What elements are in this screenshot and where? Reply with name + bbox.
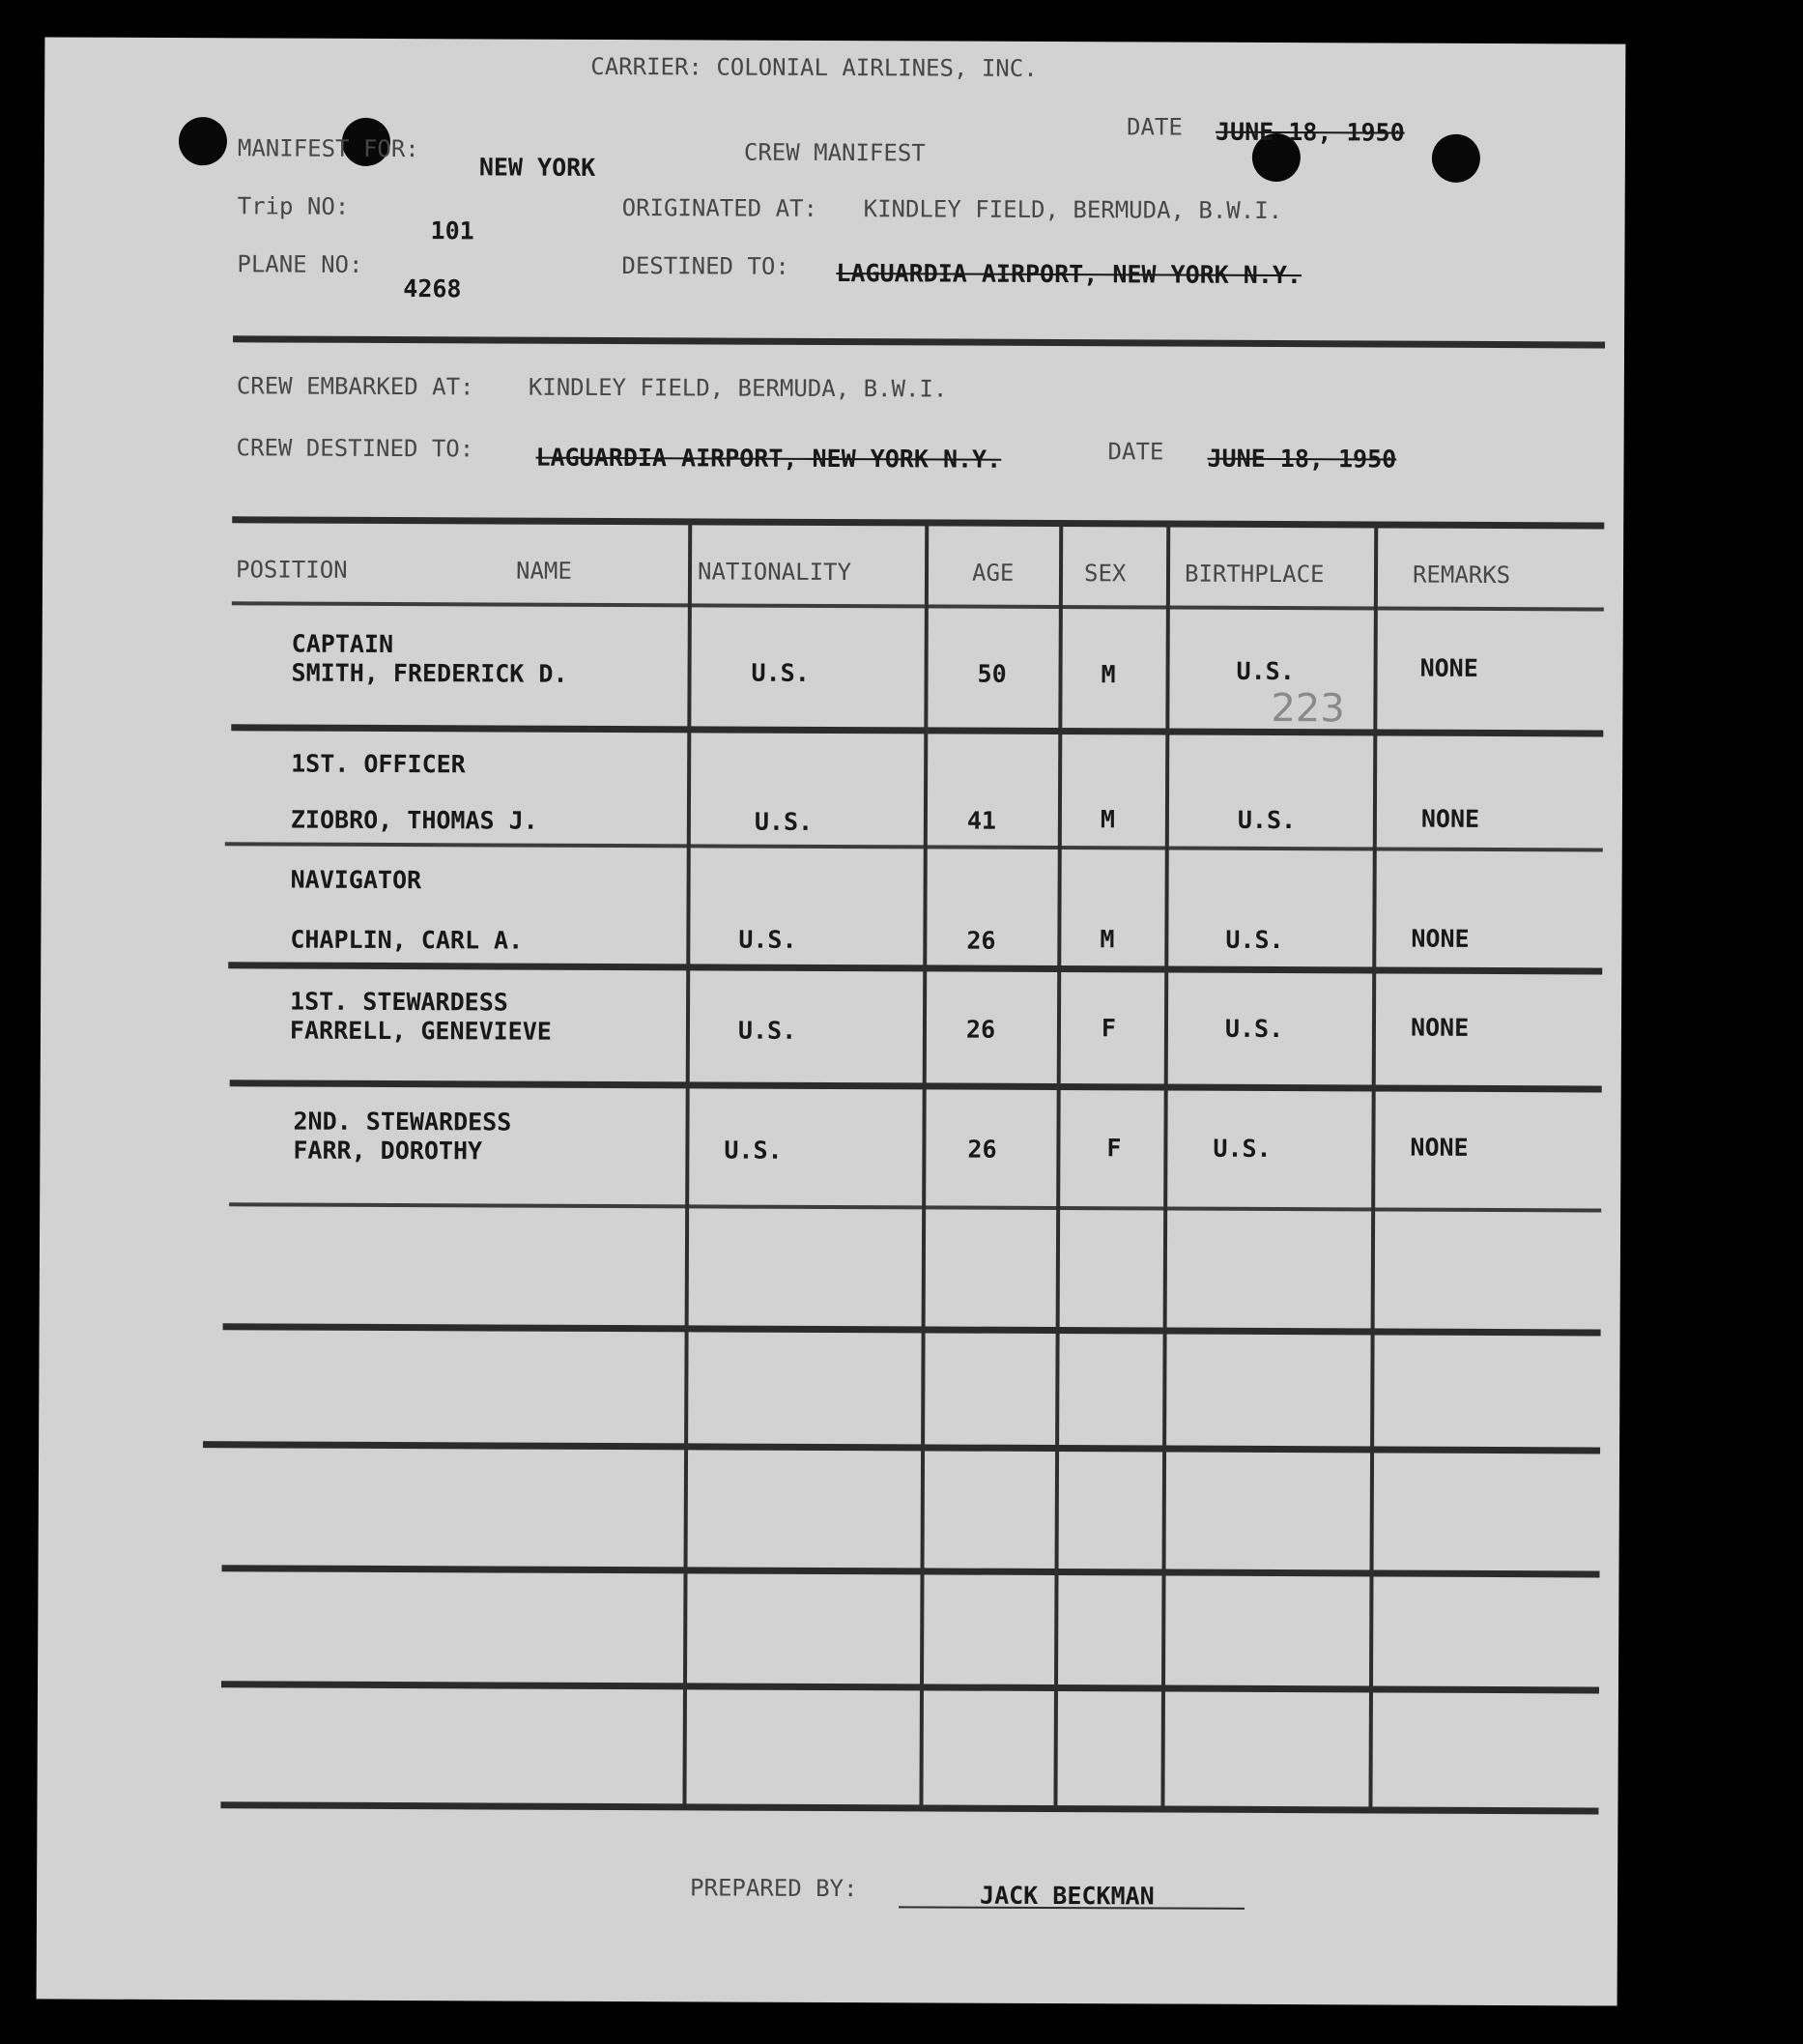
table-bottom-border xyxy=(220,1801,1598,1814)
row-nationality: U.S. xyxy=(751,658,810,687)
row-divider xyxy=(231,724,1603,736)
row-birthplace: U.S. xyxy=(1237,805,1297,835)
row-position: 2ND. STEWARDESS xyxy=(293,1107,512,1137)
row-sex: M xyxy=(1101,660,1116,689)
row-name: ZIOBRO, THOMAS J. xyxy=(290,805,538,835)
crew-destined-label: CREW DESTINED TO: xyxy=(236,434,474,463)
table-header-rule xyxy=(232,601,1604,611)
row-age: 26 xyxy=(967,1135,997,1164)
row-birthplace: U.S. xyxy=(1224,1014,1284,1044)
column-divider xyxy=(682,521,692,1806)
table-top-border xyxy=(232,516,1604,529)
row-remarks: NONE xyxy=(1419,653,1478,682)
crew-destined-value: LAGUARDIA AIRPORT, NEW YORK N.Y. xyxy=(535,443,1002,474)
row-divider xyxy=(221,1681,1599,1693)
row-position: CAPTAIN xyxy=(291,629,394,659)
header-nationality: NATIONALITY xyxy=(697,558,852,587)
row-age: 41 xyxy=(966,806,997,835)
date-label: DATE xyxy=(1126,113,1183,141)
column-divider xyxy=(1368,524,1378,1809)
header-birthplace: BIRTHPLACE xyxy=(1184,560,1325,589)
manifest-for-value: NEW YORK xyxy=(478,153,596,182)
page-title: CREW MANIFEST xyxy=(743,138,926,167)
row-position: NAVIGATOR xyxy=(290,865,422,895)
row-name: SMITH, FREDERICK D. xyxy=(291,658,568,688)
row-position: 1ST. OFFICER xyxy=(291,749,466,779)
crew-date-label: DATE xyxy=(1107,438,1164,466)
row-divider xyxy=(203,1441,1600,1454)
prepared-by-label: PREPARED BY: xyxy=(690,1874,858,1903)
header-remarks: REMARKS xyxy=(1412,561,1511,590)
row-birthplace: U.S. xyxy=(1213,1134,1272,1163)
row-remarks: NONE xyxy=(1420,804,1480,833)
row-divider xyxy=(228,962,1602,974)
row-nationality: U.S. xyxy=(737,1016,797,1045)
page-number-stamp: 223 xyxy=(1271,685,1345,732)
row-name: FARRELL, GENEVIEVE xyxy=(289,1016,552,1046)
carrier-line: CARRIER: COLONIAL AIRLINES, INC. xyxy=(590,52,1038,82)
crew-date-value: JUNE 18, 1950 xyxy=(1207,444,1397,474)
row-age: 26 xyxy=(965,1015,996,1044)
row-remarks: NONE xyxy=(1411,924,1470,953)
destined-value: LAGUARDIA AIRPORT, NEW YORK N.Y. xyxy=(836,259,1302,290)
header-name: NAME xyxy=(515,557,572,585)
row-birthplace: U.S. xyxy=(1236,656,1295,686)
punch-hole xyxy=(1432,134,1480,183)
row-sex: F xyxy=(1106,1134,1122,1163)
punch-hole xyxy=(179,117,227,165)
row-sex: M xyxy=(1100,925,1115,954)
row-divider xyxy=(223,1323,1601,1336)
header-age: AGE xyxy=(971,559,1015,587)
originated-label: ORIGINATED AT: xyxy=(621,194,818,222)
row-age: 26 xyxy=(966,926,996,955)
manifest-for-label: MANIFEST FOR: xyxy=(237,134,419,163)
header-sex: SEX xyxy=(1083,560,1127,588)
trip-label: Trip NO: xyxy=(237,192,350,220)
row-sex: F xyxy=(1101,1014,1117,1043)
row-nationality: U.S. xyxy=(754,807,814,836)
row-nationality: U.S. xyxy=(724,1136,783,1165)
originated-value: KINDLEY FIELD, BERMUDA, B.W.I. xyxy=(863,195,1283,225)
row-remarks: NONE xyxy=(1410,1013,1470,1042)
row-birthplace: U.S. xyxy=(1225,925,1284,955)
crew-embarked-label: CREW EMBARKED AT: xyxy=(236,372,474,401)
plane-value: 4268 xyxy=(403,274,462,303)
row-divider xyxy=(230,1080,1602,1092)
row-age: 50 xyxy=(977,659,1007,688)
divider xyxy=(233,335,1605,348)
manifest-page xyxy=(37,37,1626,2005)
row-remarks: NONE xyxy=(1410,1133,1469,1162)
row-name: FARR, DOROTHY xyxy=(293,1136,483,1166)
column-divider xyxy=(1053,523,1063,1808)
trip-value: 101 xyxy=(430,216,474,245)
column-divider xyxy=(919,522,929,1807)
row-divider xyxy=(225,842,1603,851)
row-sex: M xyxy=(1100,805,1116,834)
date-value: JUNE 18, 1950 xyxy=(1215,117,1405,147)
row-divider xyxy=(222,1565,1600,1577)
crew-embarked-value: KINDLEY FIELD, BERMUDA, B.W.I. xyxy=(528,373,948,403)
destined-label: DESTINED TO: xyxy=(621,252,789,280)
row-nationality: U.S. xyxy=(738,925,797,954)
prepared-by-value: JACK BECKMAN xyxy=(979,1881,1155,1911)
header-position: POSITION xyxy=(235,556,348,584)
column-divider xyxy=(1160,524,1170,1809)
row-name: CHAPLIN, CARL A. xyxy=(290,925,524,955)
row-position: 1ST. STEWARDESS xyxy=(290,987,508,1017)
row-divider xyxy=(229,1202,1601,1212)
plane-label: PLANE NO: xyxy=(237,250,363,278)
